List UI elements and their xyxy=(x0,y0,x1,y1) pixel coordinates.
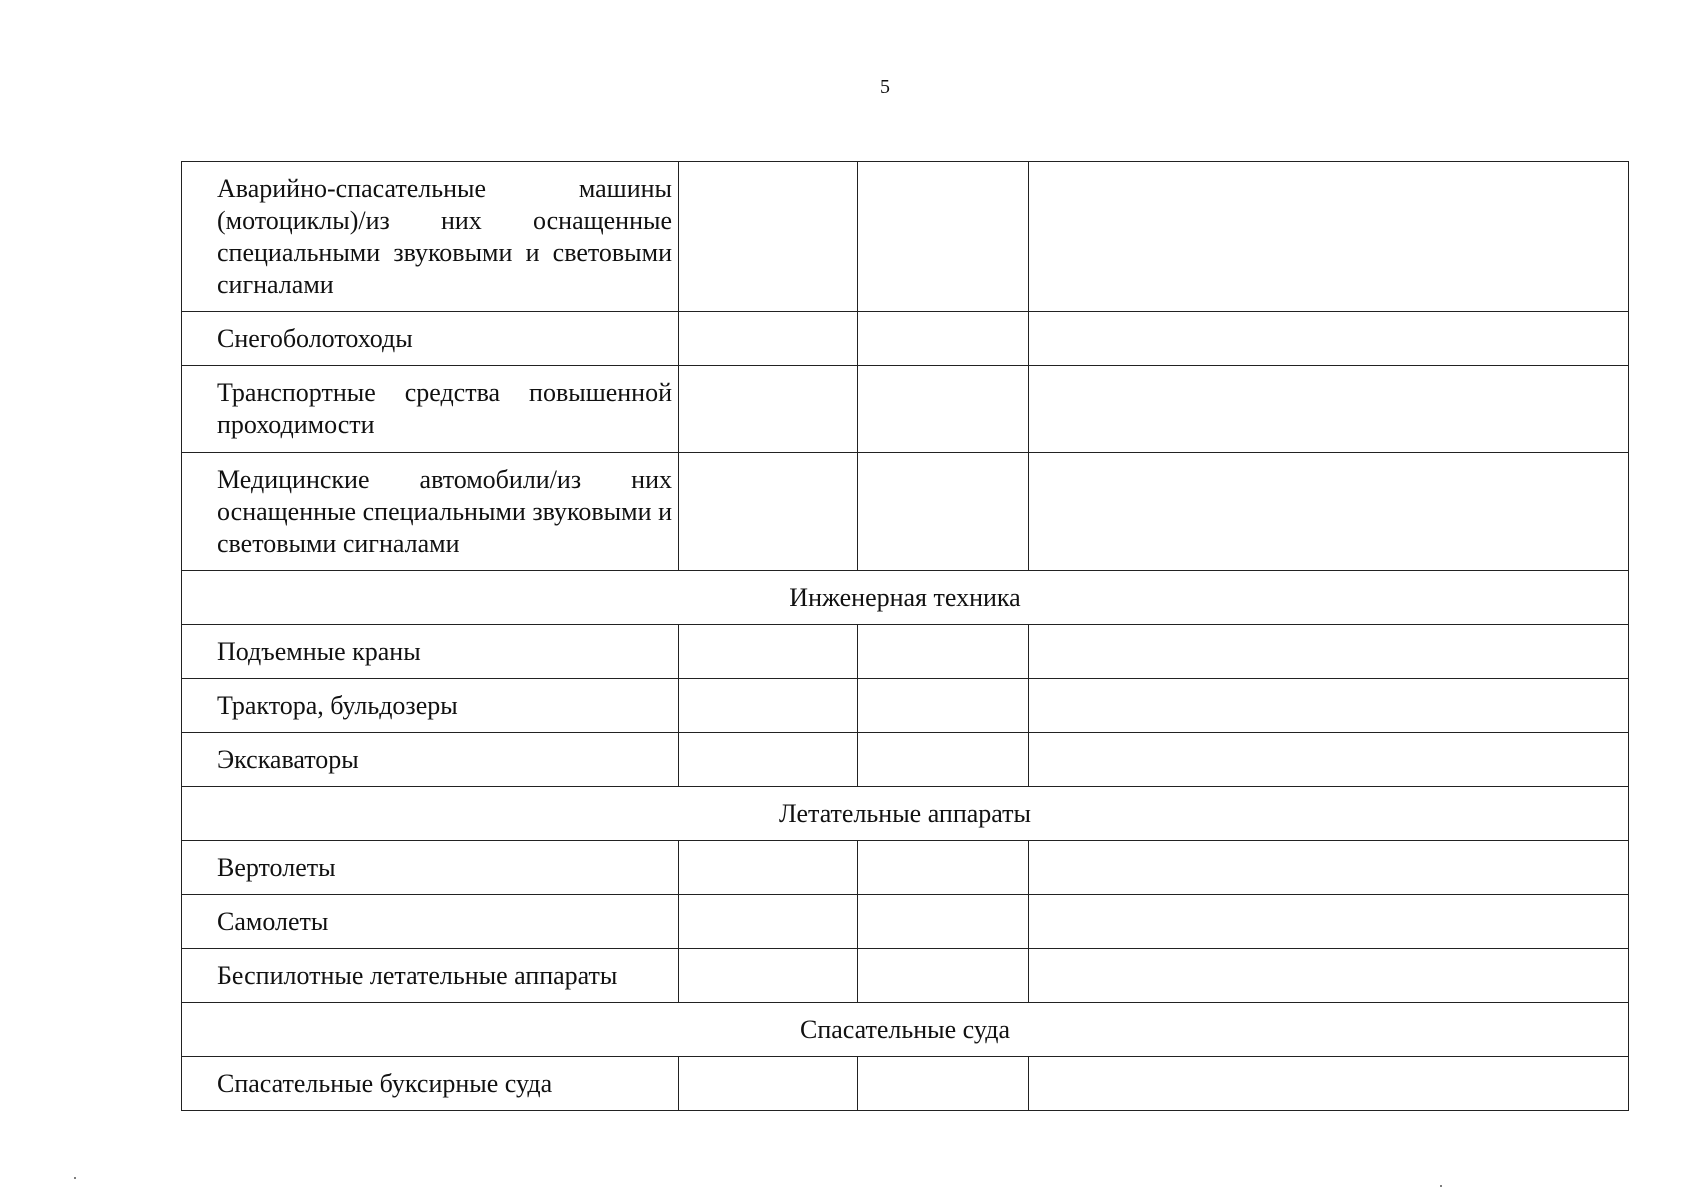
value-cell-1 xyxy=(679,895,858,949)
value-cell-2 xyxy=(858,949,1029,1003)
value-cell-3 xyxy=(1029,453,1629,571)
equipment-name-cell xyxy=(182,895,679,949)
value-cell-1 xyxy=(679,841,858,895)
section-header-row xyxy=(182,571,1629,625)
page-number: 5 xyxy=(880,76,890,98)
value-cell-3 xyxy=(1029,679,1629,733)
table-row xyxy=(182,366,1629,453)
section-header-row xyxy=(182,1003,1629,1057)
value-cell-1 xyxy=(679,366,858,453)
equipment-name-cell xyxy=(182,733,679,787)
value-cell-2 xyxy=(858,733,1029,787)
equipment-name-cell xyxy=(182,949,679,1003)
table-row xyxy=(182,453,1629,571)
value-cell-3 xyxy=(1029,949,1629,1003)
equipment-name: Подъемные краны xyxy=(217,636,421,666)
equipment-table-body xyxy=(182,162,1629,1111)
equipment-name: Спасательные буксирные суда xyxy=(217,1068,553,1098)
value-cell-1 xyxy=(679,679,858,733)
equipment-name: Самолеты xyxy=(217,906,329,936)
section-title: Инженерная техника xyxy=(182,571,1629,625)
value-cell-2 xyxy=(858,162,1029,312)
section-title: Спасательные суда xyxy=(182,1003,1629,1057)
equipment-name: Медицинские автомобили/из них оснащенные специальными звуковыми и световыми сигналами xyxy=(217,464,672,558)
table-row xyxy=(182,949,1629,1003)
value-cell-2 xyxy=(858,312,1029,366)
table-row xyxy=(182,162,1629,312)
section-title: Летательные аппараты xyxy=(182,787,1629,841)
table-row xyxy=(182,679,1629,733)
value-cell-2 xyxy=(858,841,1029,895)
equipment-name-cell xyxy=(182,312,679,366)
value-cell-2 xyxy=(858,895,1029,949)
table-row xyxy=(182,733,1629,787)
equipment-name: Трактора, бульдозеры xyxy=(217,690,458,720)
equipment-name: Аварийно-спасательные машины (мотоциклы)/из них оснащенные специальными звуковыми и световыми сигналами xyxy=(217,173,672,299)
table-row xyxy=(182,1057,1629,1111)
value-cell-2 xyxy=(858,1057,1029,1111)
section-header-row xyxy=(182,787,1629,841)
equipment-name-cell xyxy=(182,1057,679,1111)
value-cell-1 xyxy=(679,625,858,679)
equipment-table xyxy=(181,161,1629,1111)
value-cell-1 xyxy=(679,733,858,787)
value-cell-1 xyxy=(679,162,858,312)
value-cell-2 xyxy=(858,679,1029,733)
table-row xyxy=(182,841,1629,895)
value-cell-3 xyxy=(1029,625,1629,679)
value-cell-1 xyxy=(679,312,858,366)
equipment-name-cell xyxy=(182,625,679,679)
value-cell-2 xyxy=(858,625,1029,679)
equipment-name: Беспилотные летательные аппараты xyxy=(217,960,618,990)
equipment-name: Экскаваторы xyxy=(217,744,359,774)
value-cell-3 xyxy=(1029,312,1629,366)
equipment-name-cell xyxy=(182,679,679,733)
equipment-name-cell xyxy=(182,453,679,571)
equipment-name-cell xyxy=(182,162,679,312)
table-row xyxy=(182,312,1629,366)
value-cell-3 xyxy=(1029,366,1629,453)
value-cell-2 xyxy=(858,453,1029,571)
scan-speck xyxy=(1440,1185,1442,1187)
equipment-name: Транспортные средства повышенной проходимости xyxy=(217,378,672,439)
table-row xyxy=(182,625,1629,679)
value-cell-1 xyxy=(679,949,858,1003)
scan-speck xyxy=(74,1177,76,1179)
value-cell-3 xyxy=(1029,1057,1629,1111)
value-cell-3 xyxy=(1029,162,1629,312)
value-cell-3 xyxy=(1029,895,1629,949)
value-cell-2 xyxy=(858,366,1029,453)
equipment-name-cell xyxy=(182,366,679,453)
table-row xyxy=(182,895,1629,949)
equipment-name-cell xyxy=(182,841,679,895)
value-cell-3 xyxy=(1029,841,1629,895)
value-cell-1 xyxy=(679,1057,858,1111)
value-cell-3 xyxy=(1029,733,1629,787)
equipment-name: Снегоболотоходы xyxy=(217,323,413,353)
value-cell-1 xyxy=(679,453,858,571)
equipment-name: Вертолеты xyxy=(217,852,336,882)
